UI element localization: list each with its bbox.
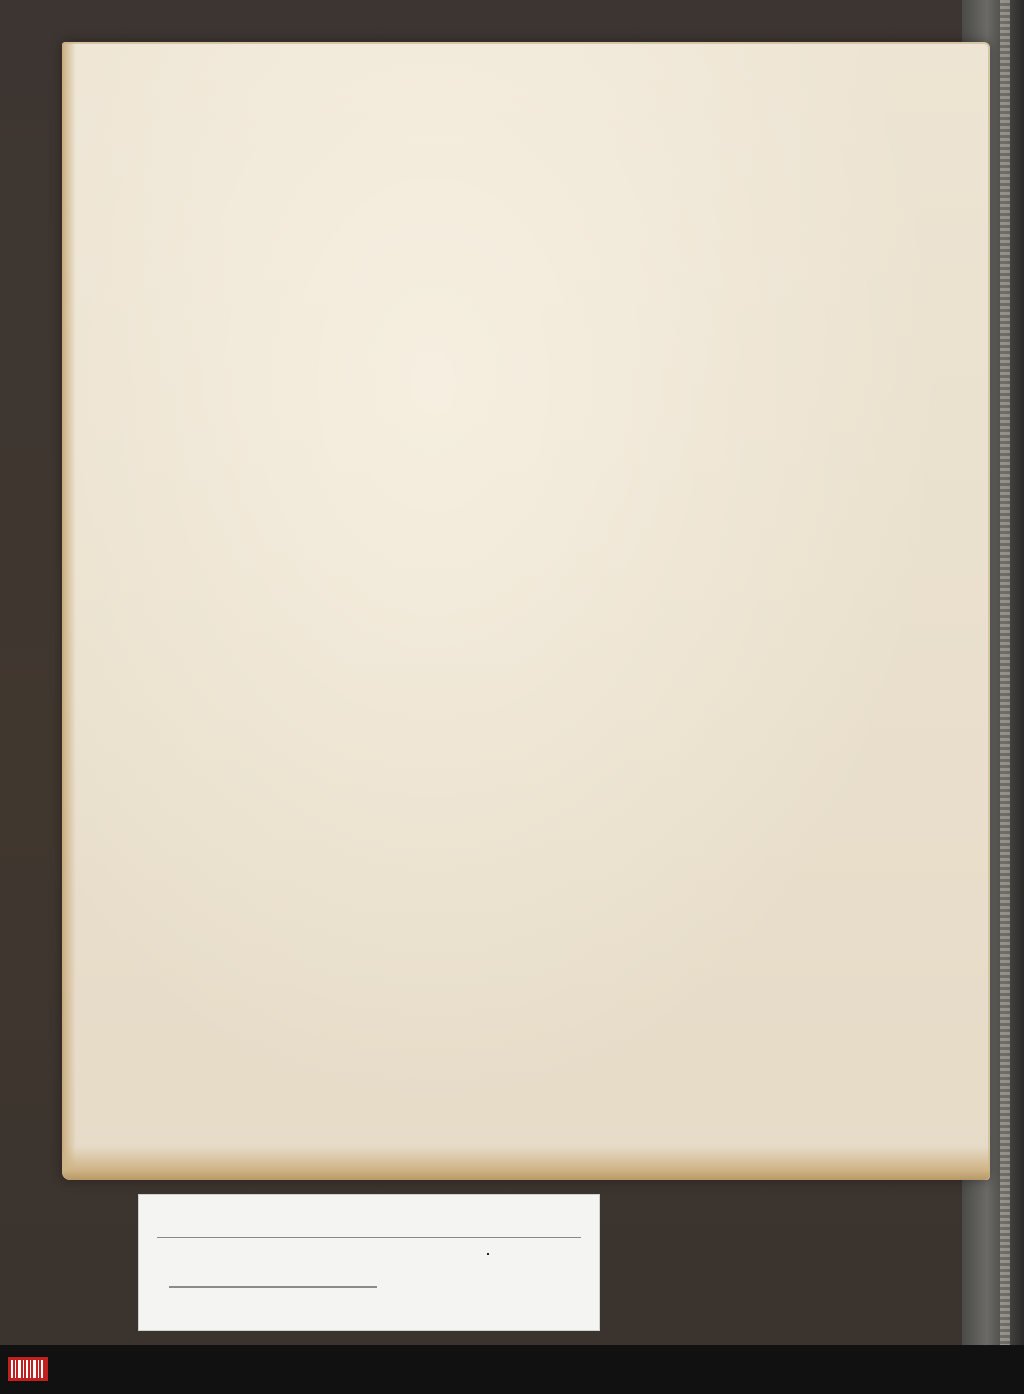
library-label [138,1194,600,1331]
hab-barcode-logo-icon [8,1355,48,1383]
page-text [340,124,936,130]
label-divider [157,1237,581,1238]
page-bottom-edge [62,1146,990,1180]
page-stack-edge [1000,0,1010,1345]
ruler-icon [169,1251,379,1289]
gray-scale-swatches [487,1253,489,1255]
footer-bar [0,1345,1024,1394]
page-left-edge [62,42,76,1180]
book-page [62,42,990,1180]
